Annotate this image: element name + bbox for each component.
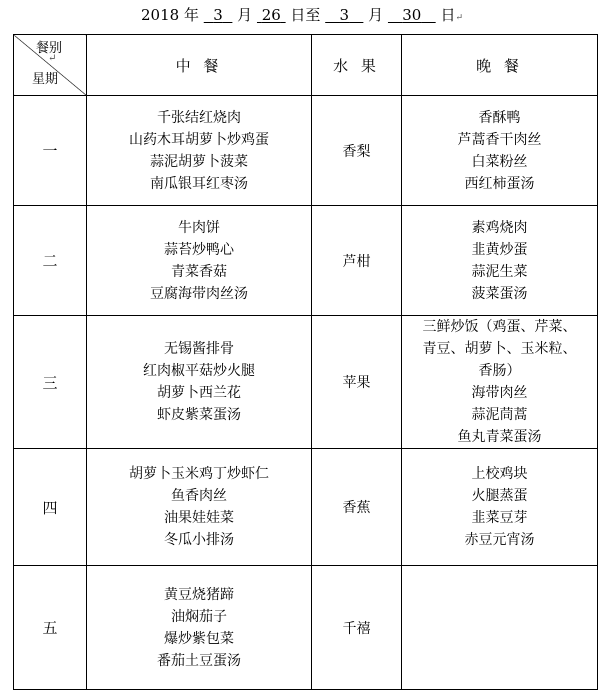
- weekly-menu-table: [13, 34, 598, 690]
- fruit-cell: 苹果: [312, 316, 402, 449]
- start-month-unit: 月: [237, 6, 253, 24]
- weekday-cell: 四: [14, 449, 87, 566]
- lunch-cell: [87, 316, 312, 449]
- date-range-title: [0, 3, 604, 30]
- dish-item: 赤豆元宵汤: [464, 532, 535, 548]
- dinner-cell: [402, 566, 598, 690]
- dish-item: 素鸡烧肉: [471, 219, 528, 236]
- dish-item: 胡萝卜西兰花: [157, 385, 241, 401]
- weekday-cell: 二: [14, 206, 87, 316]
- dish-item: 千张结红烧肉: [157, 109, 241, 126]
- lunch-column-header: 中 餐: [87, 35, 312, 96]
- dish-item: 火腿蒸蛋: [471, 488, 528, 504]
- fruit-cell: 香蕉: [312, 449, 402, 566]
- end-day: 30: [402, 6, 422, 24]
- dish-item: 黄豆烧猪蹄: [164, 586, 234, 603]
- lunch-cell: [87, 206, 312, 316]
- dish-item: 白菜粉丝: [471, 153, 528, 170]
- dish-item: 油果娃娃菜: [164, 510, 234, 526]
- dish-item: 香酥鸭: [478, 109, 521, 126]
- dish-item: 青豆、胡萝卜、玉米粒、: [422, 341, 577, 357]
- weekday-cell: 一: [14, 96, 87, 206]
- end-month: 3: [339, 6, 350, 24]
- start-month: 3: [213, 6, 223, 24]
- dish-item: 菠菜蛋汤: [471, 285, 528, 302]
- dinner-cell: [402, 206, 598, 316]
- dish-item: 蒜苔炒鸭心: [164, 241, 234, 258]
- dish-item: 虾皮紫菜蛋汤: [157, 407, 241, 423]
- dish-item: 胡萝卜玉米鸡丁炒虾仁: [129, 466, 269, 482]
- weekday-cell: 三: [14, 316, 87, 449]
- day-to: 日至: [290, 6, 321, 24]
- dish-item: 上校鸡块: [471, 466, 528, 482]
- dinner-cell: [402, 316, 598, 449]
- table-row: [14, 449, 598, 566]
- table-row: [14, 206, 598, 316]
- table-row: [14, 96, 598, 206]
- year: 2018: [140, 6, 180, 24]
- dish-item: 鱼香肉丝: [171, 488, 227, 504]
- start-day: 26: [261, 6, 281, 24]
- corner-mark: ↵: [48, 53, 57, 64]
- table-row: [14, 316, 598, 449]
- dish-item: 蒜泥生菜: [471, 263, 528, 280]
- weekday-cell: 五: [14, 566, 87, 690]
- dish-item: 南瓜银耳红枣汤: [150, 175, 248, 192]
- dish-item: 山药木耳胡萝卜炒鸡蛋: [129, 131, 269, 148]
- paragraph-mark: ↵: [455, 13, 464, 23]
- year-unit: 年: [183, 6, 199, 24]
- corner-weekday-label: 星期: [32, 72, 59, 87]
- header-row: [14, 35, 598, 96]
- dish-item: 牛肉饼: [178, 219, 220, 236]
- dish-item: 海带肉丝: [471, 385, 528, 401]
- dinner-cell: [402, 449, 598, 566]
- dinner-cell: [402, 96, 598, 206]
- dish-item: 无锡酱排骨: [164, 341, 234, 357]
- dish-item: 蒜泥茼蒿: [471, 407, 528, 423]
- fruit-column-header: 水 果: [312, 35, 402, 96]
- dish-item: 西红柿蛋汤: [464, 175, 535, 192]
- dish-item: 青菜香菇: [171, 263, 227, 280]
- fruit-cell: 香梨: [312, 96, 402, 206]
- dish-item: 爆炒紫包菜: [164, 630, 234, 647]
- dish-item: 韭菜豆芽: [471, 510, 528, 526]
- lunch-cell: [87, 96, 312, 206]
- corner-meal-label: 餐别: [36, 41, 63, 56]
- fruit-cell: 芦柑: [312, 206, 402, 316]
- dish-item: 鱼丸青菜蛋汤: [457, 429, 542, 445]
- fruit-cell: 千禧: [312, 566, 402, 690]
- end-month-unit: 月: [368, 6, 384, 24]
- corner-header: [14, 35, 87, 96]
- dish-item: 蒜泥胡萝卜菠菜: [150, 153, 248, 170]
- lunch-cell: [87, 566, 312, 690]
- dish-item: 番茄土豆蛋汤: [157, 652, 241, 669]
- end-day-unit: 日: [440, 6, 456, 24]
- dinner-column-header: 晚 餐: [402, 35, 598, 96]
- dish-item: 芦蒿香干肉丝: [457, 131, 542, 148]
- table-row: [14, 566, 598, 690]
- dish-item: 冬瓜小排汤: [164, 532, 234, 548]
- dish-item: 油焖茄子: [171, 608, 227, 625]
- dish-item: 豆腐海带肉丝汤: [150, 285, 248, 302]
- dish-item: 韭黄炒蛋: [471, 241, 528, 258]
- dish-item: 香肠）: [478, 363, 521, 379]
- lunch-cell: [87, 449, 312, 566]
- dish-item: 三鲜炒饭（鸡蛋、芹菜、: [422, 319, 577, 335]
- dish-item: 红肉椒平菇炒火腿: [143, 363, 255, 379]
